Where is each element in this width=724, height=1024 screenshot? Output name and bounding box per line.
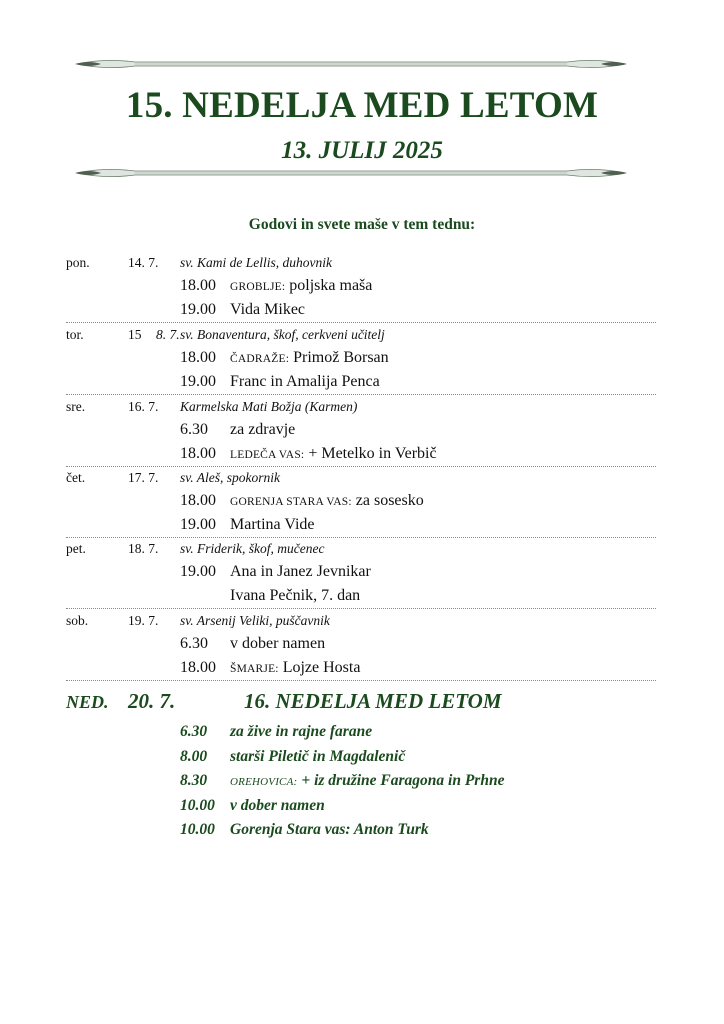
mass-place: ČADRAŽE: (230, 353, 290, 365)
mass-row (66, 442, 656, 466)
mass-intention: v dober namen (230, 635, 326, 652)
mass-time: 18.00 (180, 445, 216, 462)
mass-row (66, 560, 656, 584)
saint-name: sv. Kami de Lellis, duhovnik (180, 255, 332, 270)
mass-intention: poljska maša (289, 277, 373, 294)
day-date: 17. 7. (128, 470, 159, 485)
sunday-day-name: NED. (66, 692, 109, 712)
mass-row (66, 370, 656, 394)
section-subtitle: Godovi in svete maše v tem tednu: (248, 216, 476, 233)
mass-time: 8.30 (180, 772, 208, 789)
mass-intention: Ivana Pečnik, 7. dan (230, 587, 361, 604)
day-block-tuesday (66, 324, 656, 395)
mass-row (66, 274, 656, 298)
mass-row (66, 656, 656, 680)
mass-time: 18.00 (180, 492, 216, 509)
mass-time: 10.00 (180, 796, 215, 814)
mass-intention: Primož Borsan (293, 349, 389, 366)
sunday-title: 16. NEDELJA MED LETOM (244, 689, 502, 713)
mass-time: 6.30 (180, 421, 208, 438)
mass-intention: za zdravje (230, 421, 296, 438)
day-block-thursday (66, 467, 656, 538)
mass-time: 18.00 (180, 349, 216, 366)
mass-intention: Lojze Hosta (282, 659, 361, 676)
mass-time: 6.30 (180, 635, 208, 652)
mass-intention: + Metelko in Verbič (308, 445, 437, 462)
mass-time: 19.00 (180, 563, 216, 580)
day-block-monday (66, 252, 656, 323)
saint-name: sv. Aleš, spokornik (180, 470, 280, 485)
bottom-ornament (75, 165, 627, 181)
mass-intention: + iz družine Faragona in Prhne (301, 772, 505, 789)
sunday-mass-row (66, 769, 666, 794)
sunday-mass-row (66, 745, 666, 770)
day-name: pon. (66, 255, 90, 270)
day-date-secondary: 8. 7. (156, 327, 180, 342)
mass-place: OREHOVICA: (230, 776, 298, 788)
saint-name: sv. Arsenij Veliki, puščavnik (180, 613, 330, 628)
page-title: 15. NEDELJA MED LETOM (125, 85, 599, 126)
top-ornament (75, 56, 627, 72)
mass-row (66, 513, 656, 537)
mass-place: GORENJA STARA VAS: (230, 496, 352, 508)
day-date: 15 (128, 327, 142, 342)
saint-name: sv. Bonaventura, škof, cerkveni učitelj (180, 327, 385, 342)
mass-intention: za žive in rajne farane (230, 723, 373, 740)
day-date: 19. 7. (128, 613, 159, 628)
mass-intention: v dober namen (230, 796, 325, 814)
mass-place: ŠMARJE: (230, 663, 279, 675)
mass-intention: Franc in Amalija Penca (230, 373, 380, 390)
mass-time: 6.30 (180, 723, 208, 740)
mass-intention: Gorenja Stara vas: Anton Turk (230, 821, 429, 838)
saint-name: sv. Friderik, škof, mučenec (180, 541, 325, 556)
mass-intention: za sosesko (355, 492, 424, 509)
sunday-block (66, 686, 666, 843)
sunday-mass-row (66, 818, 666, 843)
mass-place: GROBLJE: (230, 281, 286, 293)
date-heading: 13. JULIJ 2025 (281, 137, 443, 164)
day-date: 14. 7. (128, 255, 159, 270)
mass-row (66, 346, 656, 370)
day-block-wednesday (66, 396, 656, 467)
mass-row (66, 418, 656, 442)
mass-row (66, 632, 656, 656)
day-date: 16. 7. (128, 399, 159, 414)
mass-intention: starši Piletič in Magdalenič (230, 747, 406, 765)
mass-time: 18.00 (180, 659, 216, 676)
mass-time: 18.00 (180, 277, 216, 294)
mass-time: 8.00 (180, 747, 208, 765)
mass-row (66, 584, 656, 608)
day-block-friday (66, 538, 656, 609)
mass-row (66, 489, 656, 513)
day-name: sre. (66, 399, 86, 414)
mass-row (66, 298, 656, 322)
day-name: pet. (66, 541, 86, 556)
mass-place: LEDEČA VAS: (230, 449, 305, 461)
day-name: tor. (66, 327, 84, 342)
mass-time: 10.00 (180, 821, 215, 838)
day-block-saturday (66, 610, 656, 681)
sunday-date: 20. 7. (128, 689, 176, 713)
mass-time: 19.00 (180, 373, 216, 390)
sunday-mass-row (66, 794, 666, 819)
day-name: čet. (66, 470, 86, 485)
day-date: 18. 7. (128, 541, 159, 556)
mass-intention: Martina Vide (230, 516, 315, 533)
mass-intention: Vida Mikec (230, 301, 306, 318)
mass-time: 19.00 (180, 516, 216, 533)
mass-intention: Ana in Janez Jevnikar (230, 563, 371, 580)
sunday-mass-row (66, 720, 666, 745)
day-name: sob. (66, 613, 89, 628)
mass-time: 19.00 (180, 301, 216, 318)
saint-name: Karmelska Mati Božja (Karmen) (180, 399, 358, 414)
